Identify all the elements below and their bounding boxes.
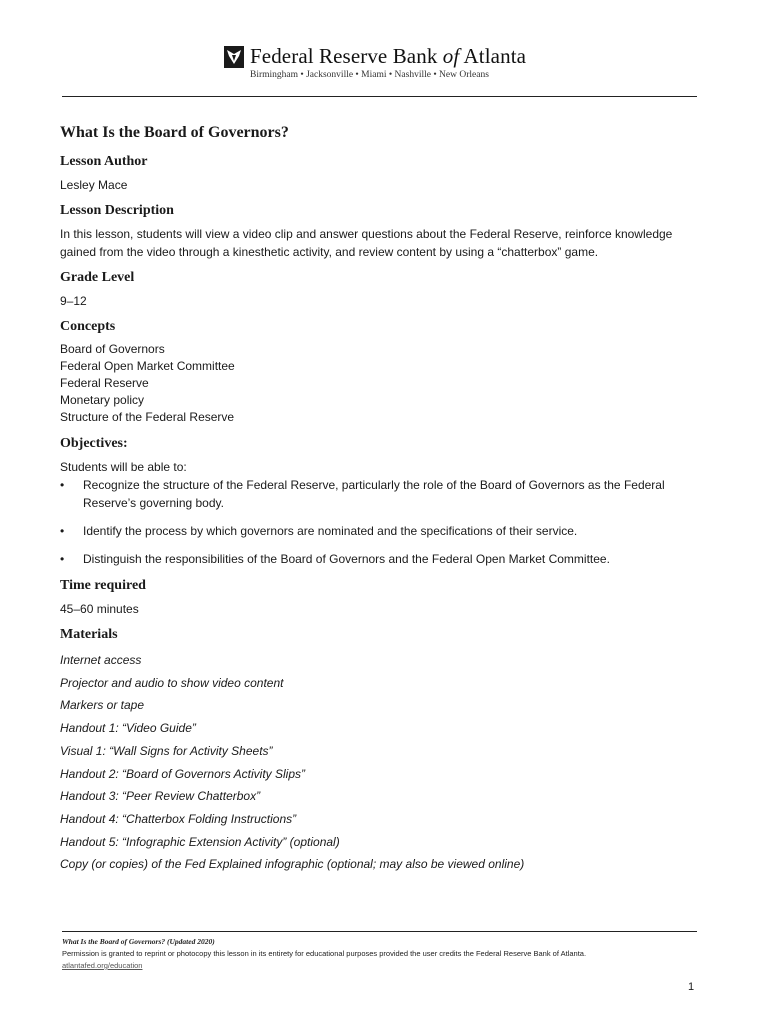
grade-heading: Grade Level (60, 270, 135, 285)
list-item: Projector and audio to show video content (60, 675, 284, 690)
page-footer (62, 936, 702, 972)
author-text: Lesley Mace (60, 178, 128, 192)
list-item: Internet access (60, 653, 142, 667)
footer-title: What Is the Board of Governors? (Updated 2020) (62, 937, 215, 946)
description-text: In this lesson, students will view a video clip and answer questions about the Federal Reserve, reinforce knowledge gained from the video through a kinesthetic activity, and review content by using a “chatterbox” game. (60, 227, 673, 259)
list-item: Federal Reserve (60, 376, 149, 390)
header-divider (62, 96, 697, 97)
page-title: What Is the Board of Governors? (60, 124, 289, 141)
list-item: Board of Governors (60, 342, 165, 356)
list-item: Handout 1: “Video Guide” (60, 721, 196, 736)
list-item: Handout 5: “Infographic Extension Activity” (optional) (60, 834, 340, 849)
list-item: • Identify the process by which governors are nominated and the specifications of their service. (60, 522, 710, 540)
list-item: Federal Open Market Committee (60, 359, 235, 373)
branch-cities: Birmingham • Jacksonville • Miami • Nashville • New Orleans (250, 70, 489, 80)
eagle-shield-icon (224, 46, 244, 68)
list-item: Handout 4: “Chatterbox Folding Instructions” (60, 811, 297, 826)
concepts-heading: Concepts (60, 319, 116, 334)
list-item: Structure of the Federal Reserve (60, 410, 235, 424)
description-heading: Lesson Description (60, 203, 174, 218)
concepts-list (60, 341, 710, 426)
materials-list (60, 649, 710, 876)
list-item: Visual 1: “Wall Signs for Activity Sheets” (60, 743, 273, 758)
objectives-list (60, 476, 710, 568)
author-heading: Lesson Author (60, 154, 148, 169)
footer-link[interactable]: atlantafed.org/education (62, 961, 143, 970)
time-text: 45–60 minutes (60, 602, 139, 616)
list-item: Monetary policy (60, 393, 145, 407)
footer-divider (62, 931, 697, 932)
list-item: Handout 3: “Peer Review Chatterbox” (60, 789, 261, 804)
bank-logo (224, 44, 526, 69)
list-item: Handout 2: “Board of Governors Activity Slips” (60, 766, 305, 781)
list-item: • Recognize the structure of the Federal Reserve, particularly the role of the Board of Governors as the Federal Reserve’s governing body. (60, 476, 710, 512)
bank-name: Federal Reserve Bank of Atlanta (250, 44, 527, 68)
grade-text: 9–12 (60, 294, 87, 308)
footer-permission: Permission is granted to reprint or photocopy this lesson in its entirety for educational purposes provided the user credits the Federal Reserve Bank of Atlanta. (62, 949, 587, 958)
page-number: 1 (688, 981, 695, 993)
list-item: Copy (or copies) of the Fed Explained infographic (optional; may also be viewed online) (60, 857, 525, 872)
time-heading: Time required (60, 578, 146, 593)
list-item: Markers or tape (60, 698, 145, 713)
list-item: • Distinguish the responsibilities of the Board of Governors and the Federal Open Market Committee. (60, 550, 710, 568)
lesson-body (60, 124, 710, 876)
objectives-heading: Objectives: (60, 436, 128, 451)
materials-heading: Materials (60, 627, 118, 642)
objectives-intro: Students will be able to: (60, 460, 187, 474)
